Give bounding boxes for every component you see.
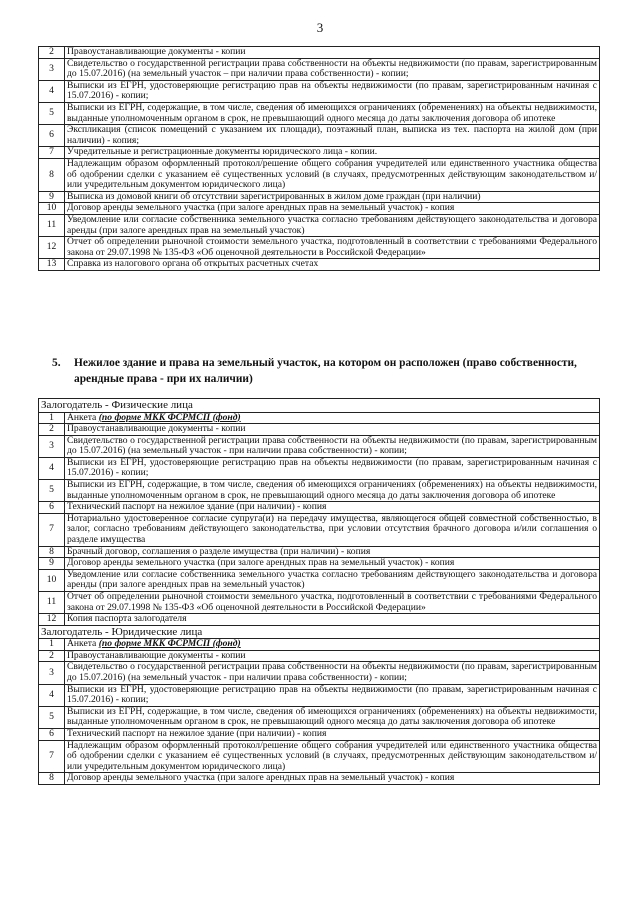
documents-table-continued	[38, 46, 600, 271]
row-text: Надлежащим образом оформленный протокол/решение общего собрания учредителей или единственного участника общества об одобрении сделки с указанием её существенных условий (в случаях, предусмотренных действующим законодательством и/или учредительным документом юридического лица)	[65, 158, 600, 191]
anketa-form: (по форме МКК ФСРМСП (фонд)	[98, 411, 241, 423]
row-number: 11	[39, 592, 65, 614]
table2-group1-rows	[39, 424, 600, 626]
row-text: Выписки из ЕГРН, удостоверяющие регистрацию прав на объекты недвижимости (по правам, зарегистрированным начиная с 15.07.2016) - копии;	[65, 80, 600, 102]
row-number: 8	[39, 773, 65, 785]
row-text: Свидетельство о государственной регистрации права собственности на объекты недвижимости (по правам, зарегистрированным до 15.07.2016) (на земельный участок – при наличии права собственности) - копии;	[65, 58, 600, 80]
row-number: 5	[39, 102, 65, 124]
row-text: Отчет об определении рыночной стоимости земельного участка, подготовленный в соответствии с требованиями Федерального закона от 29.07.1998 № 135-ФЗ «Об оценочной деятельности в Российской Федерации»	[65, 237, 600, 259]
row-number: 6	[39, 125, 65, 147]
table-row	[39, 125, 600, 147]
section-heading	[52, 355, 602, 387]
row-text	[65, 412, 600, 424]
row-text: Справка из налогового органа об открытых расчетных счетах	[65, 259, 600, 271]
table2-body	[39, 399, 600, 424]
row-number: 7	[39, 740, 65, 773]
table-row	[39, 684, 600, 706]
table-row	[39, 502, 600, 514]
row-text: Нотариально удостоверенное согласие супруга(и) на передачу имущества, являющегося общей совместной собственностью, в залог, согласно требованиям действующего законодательства, при условии отсутствия брачного договора и/или соглашения о разделе имущества	[65, 513, 600, 546]
table-row	[39, 412, 600, 424]
table-row	[39, 650, 600, 662]
row-number: 4	[39, 80, 65, 102]
table-row	[39, 729, 600, 741]
row-number: 8	[39, 158, 65, 191]
table-row	[39, 457, 600, 479]
table-row	[39, 58, 600, 80]
anketa-prefix: Анкета	[67, 411, 99, 423]
table-row	[39, 237, 600, 259]
row-text: Свидетельство о государственной регистрации права собственности на объекты недвижимости (по правам, зарегистрированным до 15.07.2016) (на земельный участок - при наличии права собственности) - копии;	[65, 662, 600, 684]
table-row	[39, 214, 600, 236]
row-text: Выписки из ЕГРН, содержащие, в том числе, сведения об имеющихся ограничениях (обременениях) на объекты недвижимости, выданные уполномоченным органом в срок, не превышающий одного месяца до даты заключения договора об ипотеке	[65, 102, 600, 124]
row-text: Договор аренды земельного участка (при залоге арендных прав на земельный участок) - копия	[65, 203, 600, 215]
group-header-individuals: Залогодатель - Физические лица	[39, 399, 600, 413]
row-text: Свидетельство о государственной регистрации права собственности на объекты недвижимости (по правам, зарегистрированным до 15.07.2016) (на земельный участок - при наличии права собственности) - копии;	[65, 435, 600, 457]
table-row	[39, 435, 600, 457]
row-text: Выписки из ЕГРН, удостоверяющие регистрацию прав на объекты недвижимости (по правам, зарегистрированным начиная с 15.07.2016) - копии;	[65, 684, 600, 706]
anketa-form: (по форме МКК ФСРМСП (фонд)	[98, 638, 241, 650]
row-number: 12	[39, 614, 65, 626]
row-text: Выписка из домовой книги об отсутствии зарегистрированных в жилом доме граждан (при наличии)	[65, 191, 600, 203]
anketa-prefix: Анкета	[67, 638, 99, 650]
row-text: Правоустанавливающие документы - копии	[65, 47, 600, 59]
group-header-legal-entities: Залогодатель - Юридические лица	[39, 625, 600, 639]
table-row	[39, 191, 600, 203]
row-text: Экспликация (список помещений с указанием их площади), поэтажный план, выписка из тех. паспорта на жилой дом (при наличии) - копия;	[65, 125, 600, 147]
section-number: 5.	[52, 357, 61, 369]
row-text: Договор аренды земельного участка (при залоге арендных прав на земельный участок) - копия	[65, 558, 600, 570]
section-title-line1: Нежилое здание и права на земельный участок, на котором он расположен (право собственности,	[74, 357, 577, 369]
table-row	[39, 158, 600, 191]
row-number: 1	[39, 639, 65, 651]
table-row	[39, 259, 600, 271]
row-number: 3	[39, 435, 65, 457]
row-text: Технический паспорт на нежилое здание (при наличии) - копия	[65, 502, 600, 514]
table-row	[39, 773, 600, 785]
row-number: 9	[39, 191, 65, 203]
row-number: 6	[39, 729, 65, 741]
documents-table-section5	[38, 398, 600, 785]
row-text: Выписки из ЕГРН, содержащие, в том числе, сведения об имеющихся ограничениях (обременениях) на объекты недвижимости, выданные уполномоченным органом в срок, не превышающий одного месяца до даты заключения договора об ипотеке	[65, 480, 600, 502]
table-row	[39, 614, 600, 626]
group-header-row	[39, 625, 600, 639]
row-number: 10	[39, 569, 65, 591]
row-text: Договор аренды земельного участка (при залоге арендных прав на земельный участок) - копия	[65, 773, 600, 785]
row-text: Учредительные и регистрационные документы юридического лица - копии.	[65, 147, 600, 159]
row-text: Брачный договор, соглашения о разделе имущества (при наличии) - копия	[65, 546, 600, 558]
table1-body	[39, 47, 600, 271]
row-number: 7	[39, 147, 65, 159]
row-number: 4	[39, 684, 65, 706]
row-number: 13	[39, 259, 65, 271]
row-number: 2	[39, 47, 65, 59]
row-number: 6	[39, 502, 65, 514]
table-row	[39, 546, 600, 558]
table-row	[39, 80, 600, 102]
group-header-row	[39, 399, 600, 413]
row-number: 2	[39, 650, 65, 662]
row-text: Выписки из ЕГРН, содержащие, в том числе, сведения об имеющихся ограничениях (обременениях) на объекты недвижимости, выданные уполномоченным органом в срок, не превышающий одного месяца до даты заключения договора об ипотеке	[65, 706, 600, 728]
table-row	[39, 662, 600, 684]
table-row	[39, 102, 600, 124]
table2-group2-rows	[39, 650, 600, 784]
row-text: Уведомление или согласие собственника земельного участка согласно требованиям действующего законодательства и договора аренды (при залоге арендных прав на земельный участок)	[65, 569, 600, 591]
row-number: 8	[39, 546, 65, 558]
table-row	[39, 480, 600, 502]
row-number: 12	[39, 237, 65, 259]
table-row	[39, 569, 600, 591]
row-number: 9	[39, 558, 65, 570]
row-text: Отчет об определении рыночной стоимости земельного участка, подготовленный в соответствии с требованиями Федерального закона от 29.07.1998 № 135-ФЗ «Об оценочной деятельности в Российской Федерации»	[65, 592, 600, 614]
row-number: 5	[39, 706, 65, 728]
row-number: 2	[39, 424, 65, 436]
row-number: 7	[39, 513, 65, 546]
row-text: Копия паспорта залогодателя	[65, 614, 600, 626]
row-number: 1	[39, 412, 65, 424]
row-text: Выписки из ЕГРН, удостоверяющие регистрацию прав на объекты недвижимости (по правам, зарегистрированным начиная с 15.07.2016) - копии;	[65, 457, 600, 479]
row-text: Уведомление или согласие собственника земельного участка согласно требованиям действующего законодательства и договора аренды (при залоге арендных прав на земельный участок)	[65, 214, 600, 236]
row-number: 5	[39, 480, 65, 502]
table-row	[39, 558, 600, 570]
row-text: Надлежащим образом оформленный протокол/решение общего собрания учредителей или единственного участника общества об одобрении сделки с указанием её существенных условий (в случаях, предусмотренных действующим законодательством и/или учредительным документом юридического лица)	[65, 740, 600, 773]
section-title-line2: арендные права - при их наличии)	[74, 373, 253, 385]
row-number: 4	[39, 457, 65, 479]
row-number: 3	[39, 662, 65, 684]
table-row	[39, 203, 600, 215]
row-number: 11	[39, 214, 65, 236]
row-number: 10	[39, 203, 65, 215]
table-row	[39, 592, 600, 614]
row-text	[65, 639, 600, 651]
table-row	[39, 740, 600, 773]
row-text: Правоустанавливающие документы - копии	[65, 424, 600, 436]
row-text: Технический паспорт на нежилое здание (при наличии) - копия	[65, 729, 600, 741]
section-heading-line1	[52, 355, 602, 371]
table2-group2-head	[39, 625, 600, 650]
table-row	[39, 147, 600, 159]
table-row	[39, 47, 600, 59]
table-row	[39, 639, 600, 651]
table-row	[39, 513, 600, 546]
table-row	[39, 424, 600, 436]
row-text: Правоустанавливающие документы - копии	[65, 650, 600, 662]
table-row	[39, 706, 600, 728]
page-number: 3	[316, 20, 324, 35]
row-number: 3	[39, 58, 65, 80]
